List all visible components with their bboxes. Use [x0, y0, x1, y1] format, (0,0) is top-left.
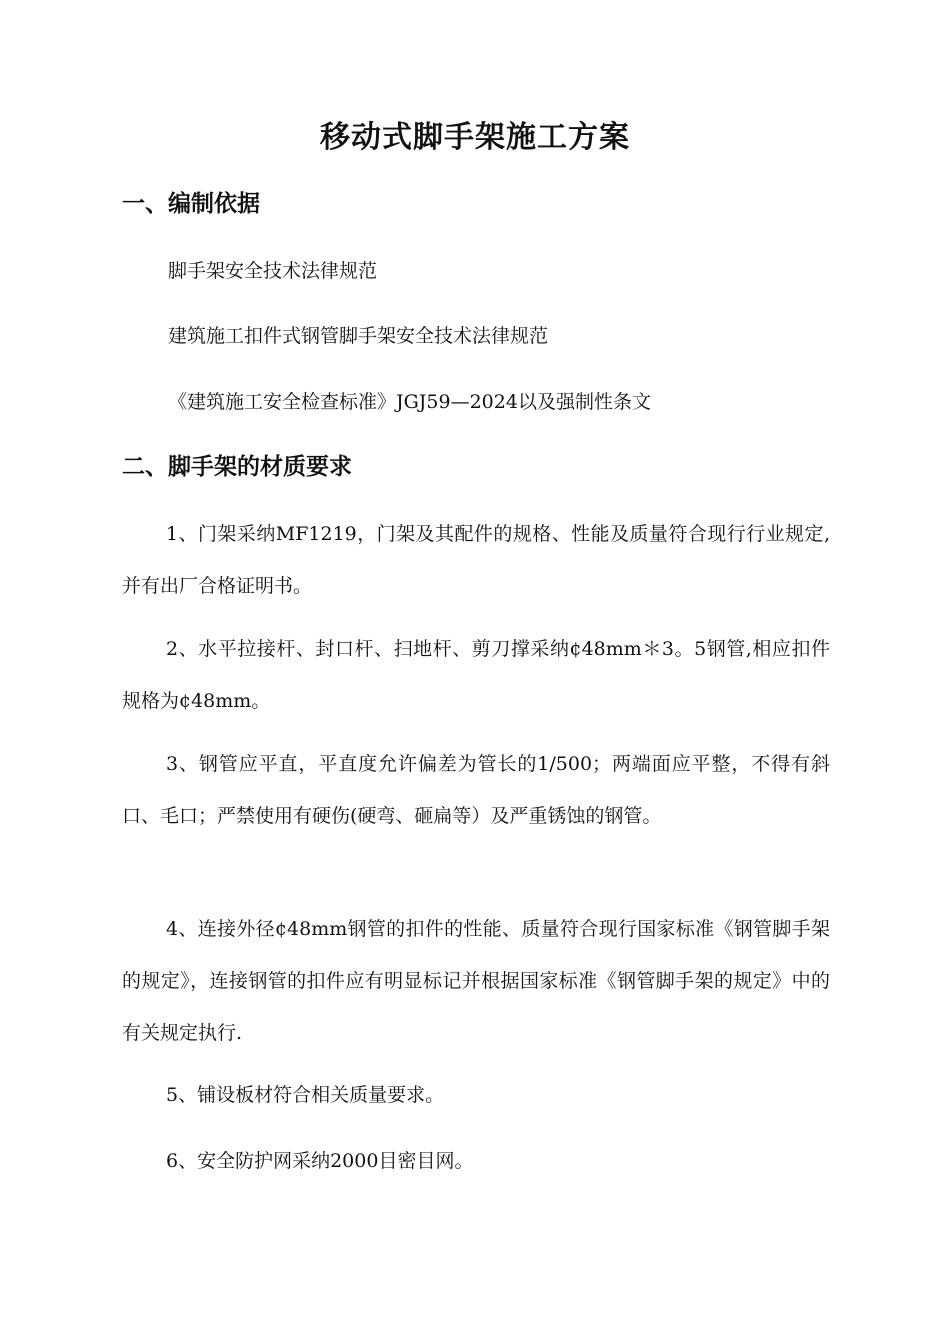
- requirement-paragraph: 6、安全防护网采纳2000目密目网。: [166, 1150, 474, 1172]
- document-title: 移动式脚手架施工方案: [320, 120, 630, 155]
- requirement-paragraph: 5、铺设板材符合相关质量要求。: [166, 1084, 445, 1106]
- requirement-paragraph: 4、连接外径¢48mm钢管的扣件的性能、质量符合现行国家标准《钢管脚手架的规定》，连接钢管的扣件应有明显标记并根据国家标准《钢管脚手架的规定》中的有关规定执行.: [122, 918, 830, 1044]
- section-heading-basis: 一、编制依据: [122, 191, 260, 217]
- basis-item: 脚手架安全技术法律规范: [168, 260, 378, 282]
- requirement-paragraph: 3、钢管应平直，平直度允许偏差为管长的1/500；两端面应平整，不得有斜口、毛口；严禁使用有硬伤(硬弯、砸扁等）及严重锈蚀的钢管。: [122, 753, 830, 827]
- requirement-paragraph: 1、门架采纳MF1219，门架及其配件的规格、性能及质量符合现行行业规定,并有出厂合格证明书。: [122, 523, 830, 597]
- basis-item: 《建筑施工安全检查标准》JGJ59—2024以及强制性条文: [168, 391, 651, 413]
- requirement-paragraph: 2、水平拉接杆、封口杆、扫地杆、剪刀撑采纳¢48mm＊3。5钢管,相应扣件规格为¢48mm。: [122, 638, 830, 712]
- section-heading-material: 二、脚手架的材质要求: [122, 454, 352, 480]
- basis-item: 建筑施工扣件式钢管脚手架安全技术法律规范: [168, 325, 549, 347]
